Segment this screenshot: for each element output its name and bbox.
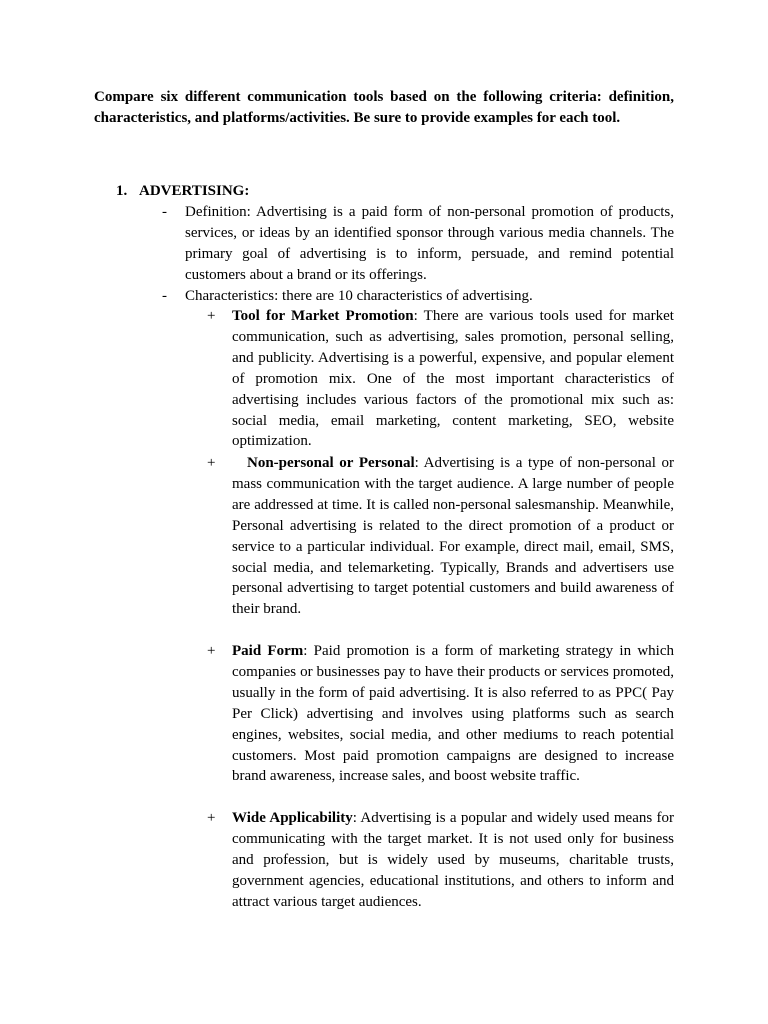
characteristics-item [162,286,674,307]
characteristic-text: : Paid promotion is a form of marketing strategy in which companies or businesses pay to have their products or services promoted, usually in the form of paid advertising. It is also referred to as PPC( Pay Per Click) advertising and involves using platforms such as search engines, websites, social media, and other mediums to reach potential customers. Most paid promotion campaigns are designed to increase brand awareness, increase sales, and boost website traffic. [232,643,674,785]
assignment-prompt: Compare six different communication tools based on the following criteria: definition, characteristics, and platforms/activities. Be sure to provide examples for each tool. [94,89,674,126]
plus-bullet: + [207,455,216,471]
characteristic-body [232,453,674,620]
section-title: ADVERTISING: [139,183,250,199]
characteristic-text: : There are various tools used for market communication, such as advertising, sales promotion, personal selling, and publicity. Advertising is a powerful, expensive, and popular element of promotion mix. One of the most important characteristics of advertising includes various factors of the promotional mix such as: social media, email marketing, content marketing, SEO, website optimization. [232,308,674,450]
definition-text: Definition: Advertising is a paid form of non-personal promotion of products, services, or ideas by an identified sponsor through various media channels. The primary goal of advertising is to inform, persuade, and remind potential customers about a brand or its offerings. [185,204,674,283]
characteristic-item-wide-applicability [207,808,674,913]
characteristic-body [232,808,674,913]
characteristic-item-non-personal-or-personal [207,453,674,620]
characteristic-term: Tool for Market Promotion [232,308,414,324]
characteristic-item-paid-form [207,641,674,787]
plus-bullet: + [207,308,216,324]
plus-bullet: + [207,810,216,826]
plus-bullet: + [207,643,216,659]
characteristic-text: : Advertising is a type of non-personal or mass communication with the target audience. A large number of people are addressed at time. It is called non-personal salesmanship. Meanwhile, Personal advertising is related to the direct promotion of a product or service to a particular individual. For example, direct mail, email, SMS, social media, and telemarketing. Typically, Brands and advertisers use personal advertising to target potential customers and build awareness of their brand. [232,455,674,618]
characteristics-intro: Characteristics: there are 10 characteristics of advertising. [185,288,533,304]
characteristic-text: : Advertising is a popular and widely used means for communicating with the target market. It is not used only for business and profession, but is widely used by museums, charitable trusts, government agencies, educational institutions, and others to inform and attract various target audiences. [232,810,674,910]
characteristic-body [232,306,674,452]
characteristic-term: Paid Form [232,643,304,659]
section-number: 1. [116,183,128,199]
characteristic-item-tool-for-market-promotion [207,306,674,452]
characteristic-term: Non-personal or Personal [247,455,415,471]
characteristic-term: Wide Applicability [232,810,353,826]
dash-bullet: - [162,288,167,304]
definition-item [162,202,674,286]
section-heading [116,181,249,202]
dash-bullet: - [162,204,167,220]
characteristic-body [232,641,674,787]
